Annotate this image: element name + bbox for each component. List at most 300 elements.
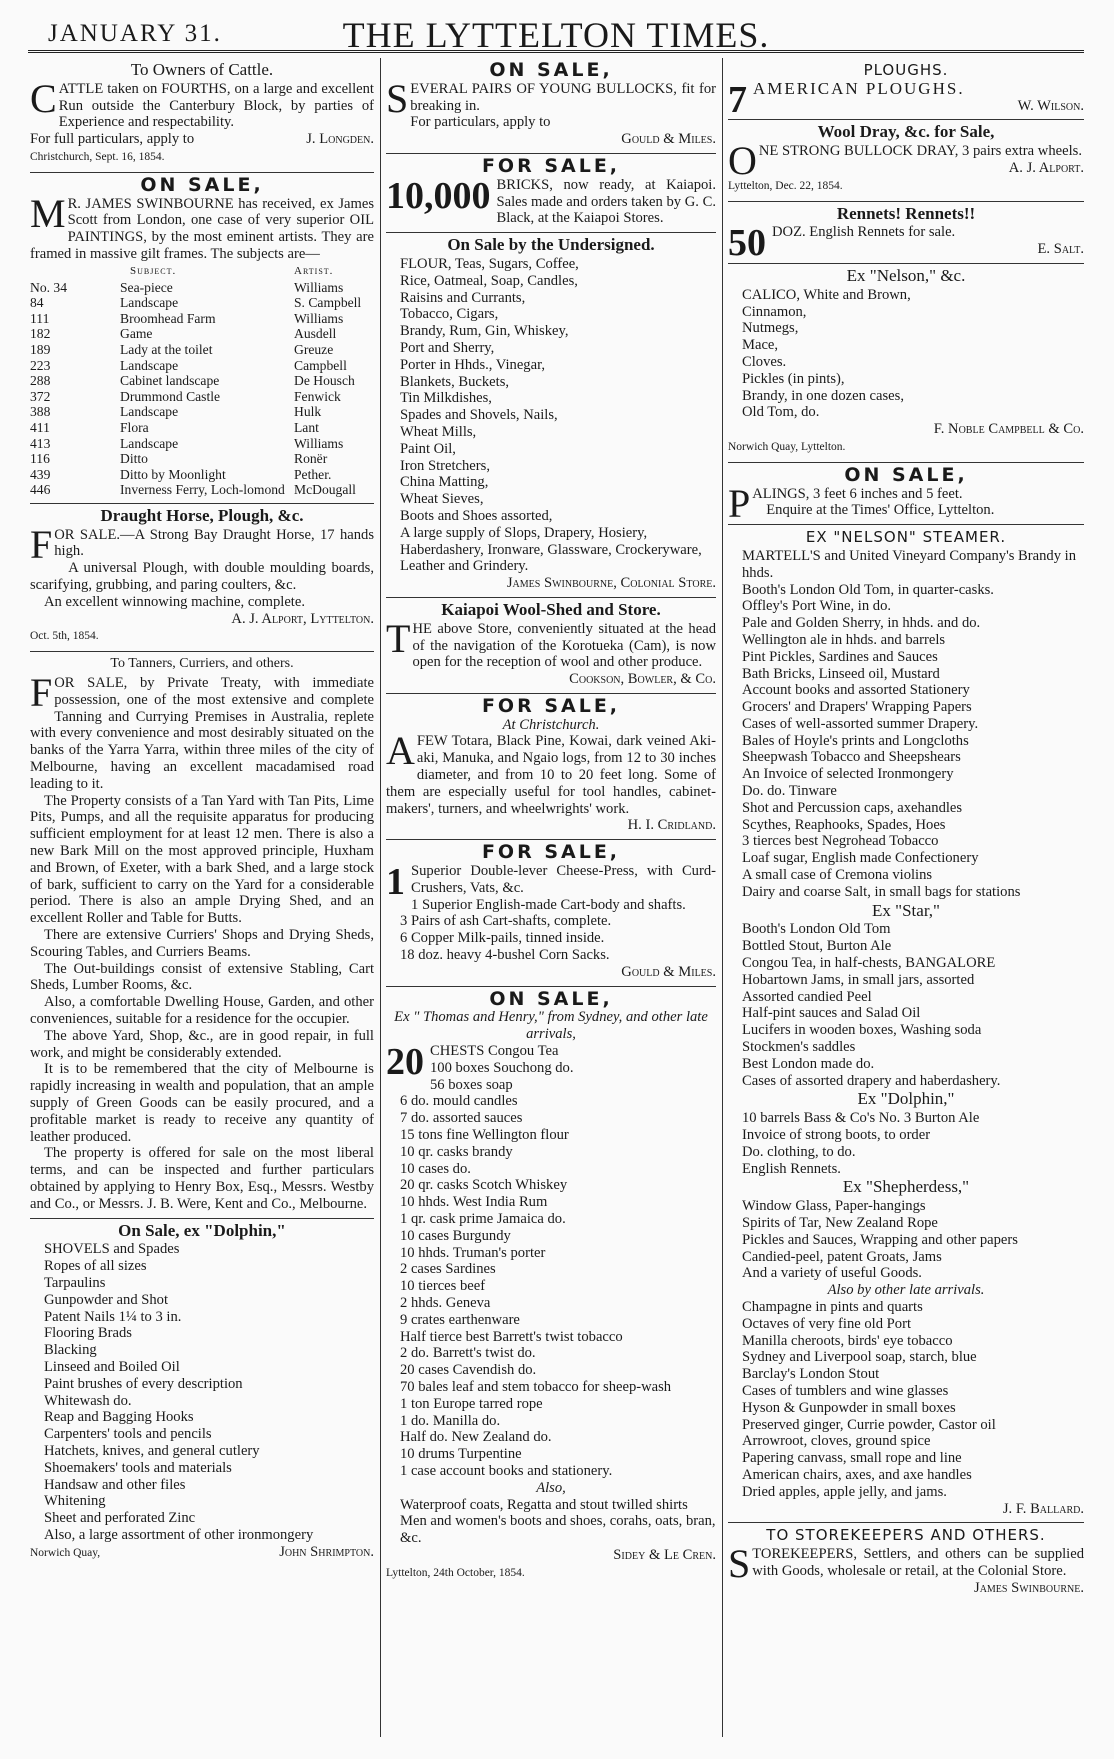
painting-artist: Greuze [294, 341, 334, 357]
ad-nelson [728, 264, 1084, 463]
ad-paragraph: There are extensive Curriers' Shops and Drying Sheds, Scouring Tables, and Curriers Beams. [30, 927, 374, 960]
ad-heading: ON SALE, [140, 173, 264, 196]
painting-no: 116 [30, 451, 50, 467]
ad-body: CHESTS Congou Tea [430, 1043, 559, 1060]
list-item: Pint Pickles, Sardines and Sauces [742, 648, 938, 665]
list-item: Booth's London Old Tom, in quarter-casks. [742, 581, 994, 598]
painting-row [30, 295, 374, 311]
list-item: 10 hhds. West India Rum [400, 1194, 548, 1211]
painting-row [30, 342, 374, 358]
ad-apply: For full particulars, apply to [30, 131, 195, 148]
list-item: 2 cases Sardines [400, 1261, 496, 1278]
big-number: 1 [386, 861, 405, 904]
painting-no: 288 [30, 373, 51, 389]
ad-body: DOZ. English Rennets for sale. [772, 224, 956, 241]
ad-thomas-henry [386, 987, 716, 1588]
list-item: Mace, [742, 337, 779, 354]
painting-artist: S. Campbell [294, 295, 362, 311]
ad-signer: J. Longden. [306, 131, 374, 148]
list-item: Half-pint sauces and Salad Oil [742, 1005, 921, 1022]
ad-heading: FOR SALE, [481, 841, 621, 864]
ad-woolshed [386, 598, 716, 694]
ad-heading: Draught Horse, Plough, &c. [100, 505, 304, 525]
list-item: Wheat Mills, [400, 423, 477, 440]
list-item: Window Glass, Paper-hangings [742, 1198, 926, 1215]
painting-artist: Hulk [294, 404, 322, 420]
ad-heading: FOR SALE, [481, 154, 621, 177]
painting-artist: McDougall [294, 482, 356, 498]
ad-signer: A. J. Alport, Lyttelton. [231, 610, 374, 627]
ad-heading: ON SALE, [844, 463, 968, 486]
list-item: Octaves of very fine old Port [742, 1315, 911, 1332]
ad-horse [30, 504, 374, 652]
sub-heading: Ex "Shepherdess," [842, 1177, 970, 1197]
ad-heading: Wool Dray, &c. for Sale, [817, 122, 995, 142]
ad-undersigned [386, 233, 716, 598]
list-item: 10 drums Turpentine [400, 1446, 522, 1463]
list-item: Papering canvass, small rope and line [742, 1450, 962, 1467]
list-item: Spades and Shovels, Nails, [400, 407, 558, 424]
list-item: 1 ton Europe tarred rope [400, 1395, 543, 1412]
list-item: Do. clothing, to do. [742, 1143, 856, 1160]
ad-heading: Rennets! Rennets!! [836, 203, 976, 223]
list-item: Spirits of Tar, New Zealand Rope [742, 1215, 938, 1231]
painting-row [30, 482, 374, 498]
ad-cheese [386, 840, 716, 986]
list-item: Port and Sherry, [400, 339, 495, 356]
painting-subject: Flora [120, 419, 149, 435]
list-item: Dried apples, apple jelly, and jams. [742, 1483, 947, 1500]
painting-subject: Landscape [120, 435, 179, 451]
ad-heading: To Tanners, Curriers, and others. [110, 656, 294, 672]
newspaper-title: THE LYTTELTON TIMES. [342, 15, 770, 55]
list-item: Cases of tumblers and wine glasses [742, 1382, 949, 1399]
list-item: Bottled Stout, Burton Ale [742, 938, 892, 955]
ad-body: AMERICAN PLOUGHS. [753, 78, 965, 98]
painting-row [30, 311, 374, 327]
ad-body [30, 670, 374, 1213]
list-item: Candied-peel, patent Groats, Jams [742, 1248, 942, 1265]
column-1 [30, 58, 374, 1567]
list-item: 10 barrels Bass & Co's No. 3 Burton Ale [742, 1110, 980, 1127]
ad-body: STOREKEEPERS, Settlers, and others can be supplied with Goods, wholesale or retail, at the Colonial Store. [728, 1541, 1084, 1587]
goods-list [386, 897, 716, 964]
ad-dolphin [30, 1219, 374, 1568]
big-number: 10,000 [386, 174, 491, 217]
list-item: Tobacco, Cigars, [400, 306, 499, 323]
ad-date: Christchurch, Sept. 16, 1854. [30, 150, 165, 163]
ad-paragraph: FOR SALE, by Private Treaty, with immediate possession, one of the most extensive and complete Tanning and Currying Premises in Australia, replete with every convenience and most desirably situated on the banks of the Yarra Yarra, within three miles of the city of Melbourne, having an excellent macadamised road leading to it. [30, 670, 374, 792]
list-item: Manilla cheroots, birds' eye tobacco [742, 1332, 953, 1349]
list-item: 6 do. mould candles [400, 1093, 518, 1110]
list-item: Bath Bricks, Linseed oil, Mustard [742, 665, 940, 682]
list-item: 100 boxes Souchong do. [430, 1059, 574, 1076]
ad-signer: A. J. Alport. [1008, 159, 1084, 176]
list-item: Preserved ginger, Currie powder, Castor oil [742, 1416, 996, 1433]
list-item: 15 tons fine Wellington flour [400, 1127, 569, 1144]
painting-subject: Game [120, 326, 153, 342]
list-item: Assorted candied Peel [742, 988, 872, 1005]
ad-signer: James Swinbourne. [974, 1579, 1084, 1596]
ad-heading: ON SALE, [489, 987, 613, 1010]
list-item: 7 do. assorted sauces [400, 1110, 523, 1127]
ad-body: THE above Store, conveniently situated at the head of the navigation of the Korotueka (Cam), is now open for the reception of wool and other produce. [386, 615, 716, 671]
ad-signer: W. Wilson. [1017, 97, 1084, 114]
ad-bricks [386, 154, 716, 233]
painting-no: 388 [30, 404, 51, 420]
painting-no: No. 34 [30, 279, 68, 295]
list-item: Dairy and coarse Salt, in small bags for stations [742, 883, 1021, 900]
ad-storekeepers [728, 1523, 1084, 1601]
ad-heading: FOR SALE, [481, 694, 621, 717]
ad-signer: James Swinbourne, Colonial Store. [506, 575, 716, 592]
list-item: Cases of assorted drapery and haberdashery. [742, 1072, 1001, 1089]
painting-artist: Fenwick [294, 388, 341, 404]
ad-body: A universal Plough, with double moulding boards, scarifying, grubbing, and paring coulters, &c. [30, 560, 374, 594]
list-item: Tarpaulins [44, 1274, 106, 1291]
ad-body: Superior Double-lever Cheese-Press, with Curd-Crushers, Vats, &c. [411, 863, 716, 896]
painting-subject: Ditto [120, 451, 148, 467]
list-item: Men and women's boots and shoes, corahs, oats, bran, &c. [400, 1513, 716, 1547]
goods-list [728, 1299, 1084, 1501]
ad-heading: Kaiapoi Wool-Shed and Store. [441, 599, 661, 619]
list-item: 20 qr. casks Scotch Whiskey [400, 1177, 568, 1194]
list-item: Cases of well-assorted summer Drapery. [742, 715, 979, 732]
ad-nelson-steamer [728, 525, 1084, 1523]
column-rule [380, 58, 381, 1737]
list-item: Invoice of strong boots, to order [742, 1127, 931, 1144]
painting-no: 413 [30, 435, 51, 451]
list-item: 9 crates earthenware [400, 1311, 520, 1328]
list-item: Paint Oil, [400, 440, 456, 457]
list-item: 1 qr. cask prime Jamaica do. [400, 1211, 566, 1227]
list-item: 56 boxes soap [430, 1076, 513, 1093]
sub-heading: Also by other late arrivals. [827, 1282, 985, 1299]
list-item: American chairs, axes, and axe handles [742, 1466, 972, 1483]
list-item: 1 case account books and stationery. [400, 1462, 613, 1479]
goods-list [30, 1241, 374, 1543]
list-item: Half tierce best Barrett's twist tobacco [400, 1328, 623, 1345]
ad-bullocks [386, 58, 716, 154]
list-item: English Rennets. [742, 1160, 841, 1177]
list-item: Hyson & Gunpowder in small boxes [742, 1399, 956, 1416]
list-item: Patent Nails 1¼ to 3 in. [44, 1308, 182, 1325]
list-item: Linseed and Boiled Oil [44, 1358, 180, 1375]
list-item: SHOVELS and Spades [44, 1241, 180, 1258]
artist-col-header: Artist. [294, 264, 334, 277]
ad-tanners [30, 652, 374, 1218]
masthead [28, 8, 1084, 53]
ad-paragraph: The above Yard, Shop, &c., are in good repair, in full work, and might be considerably extended. [30, 1027, 374, 1061]
painting-no: 411 [30, 419, 50, 435]
list-item: Handsaw and other files [44, 1476, 186, 1493]
ad-palings [728, 463, 1084, 525]
list-item: 10 cases do. [400, 1160, 471, 1177]
painting-no: 446 [30, 482, 51, 498]
ad-body: PALINGS, 3 feet 6 inches and 5 feet. [728, 480, 963, 526]
list-item: Carpenters' tools and pencils [44, 1426, 212, 1443]
list-item: Barclay's London Stout [742, 1366, 880, 1383]
ad-body: BRICKS, now ready, at Kaiapoi. Sales made and orders taken by G. C. Black, at the Kaiapoi Stores. [496, 176, 716, 227]
ad-heading: EX "NELSON" STEAMER. [805, 528, 1007, 547]
list-item: Wheat Sieves, [400, 491, 484, 508]
ad-ploughs [728, 58, 1084, 120]
list-item: Old Tom, do. [742, 404, 820, 421]
list-item: Ropes of all sizes [44, 1258, 147, 1275]
ad-signer: John Shrimpton. [279, 1543, 374, 1560]
list-item: Sheet and perforated Zinc [44, 1510, 196, 1527]
list-item: Pickles and Sauces, Wrapping and other papers [742, 1231, 1018, 1248]
ad-place: Norwich Quay, [30, 1546, 101, 1559]
ad-body: An excellent winnowing machine, complete. [44, 593, 305, 610]
painting-row [30, 404, 374, 420]
list-item: An Invoice of selected Ironmongery [742, 766, 954, 783]
painting-artist: Ausdell [294, 326, 337, 342]
painting-subject: Landscape [120, 357, 179, 373]
list-item: Blacking [44, 1342, 97, 1359]
list-item: Hobartown Jams, in small jars, assorted [742, 971, 975, 988]
painting-subject: Landscape [120, 404, 179, 420]
list-item: Account books and assorted Stationery [742, 682, 970, 699]
list-item: Boots and Shoes assorted, [400, 507, 553, 524]
painting-subject: Drummond Castle [120, 388, 221, 404]
painting-artist: Campbell [294, 357, 347, 373]
painting-subject: Inverness Ferry, Loch-lomond [120, 482, 285, 498]
list-item: Cloves. [742, 353, 787, 370]
ad-paragraph: Also, a comfortable Dwelling House, Garden, and other conveniences, suitable for a residence for the occupier. [30, 994, 374, 1027]
list-item: Raisins and Currants, [400, 289, 526, 306]
ad-heading: TO STOREKEEPERS AND OTHERS. [766, 1526, 1046, 1545]
ad-signer: Gould & Miles. [621, 131, 716, 148]
painting-artist: Williams [294, 279, 344, 295]
column-rule [722, 58, 723, 1737]
list-item: Arrowroot, cloves, ground spice [742, 1433, 931, 1450]
painting-row [30, 280, 374, 296]
list-item: 3 tierces best Negrohead Tobacco [742, 833, 939, 850]
list-item: Loaf sugar, English made Confectionery [742, 850, 979, 867]
list-item: Brandy, in one dozen cases, [742, 387, 904, 404]
painting-no: 372 [30, 388, 51, 404]
list-item: Pickles (in pints), [742, 370, 845, 387]
ad-heading: Ex "Nelson," &c. [846, 265, 966, 285]
list-item: Booth's London Old Tom [742, 921, 891, 938]
list-item: Wellington ale in hhds. and barrels [742, 631, 946, 648]
ad-signer: H. I. Cridland. [627, 817, 716, 834]
list-item: Cinnamon, [742, 303, 807, 320]
ad-body: Enquire at the Times' Office, Lyttelton. [766, 502, 995, 519]
ad-heading: ON SALE, [489, 59, 613, 81]
goods-list [728, 1110, 1084, 1177]
ad-paragraph: The Property consists of a Tan Yard with Tan Pits, Lime Pits, Pumps, and all the requisite apparatus for producing sufficient employment for at least 12 men. There is also a new Bark Mill on the most approved principle, Huxham and Brown, of Exeter, with a bark Shed, and a large stock of bark, sufficient to carry on the Yard for a considerable period. There is also an ample Drying Shed, and an excellent Roller and Table for Butts. [30, 792, 374, 927]
list-item: 10 cases Burgundy [400, 1227, 511, 1244]
painting-artist: Pether. [294, 466, 332, 482]
list-item: Do. do. Tinware [742, 783, 837, 800]
list-item: Shot and Percussion caps, axehandles [742, 799, 963, 816]
ad-date: Lyttelton, Dec. 22, 1854. [728, 179, 843, 192]
ad-heading: PLOUGHS. [863, 61, 949, 79]
goods-list [386, 1060, 716, 1480]
painting-subject: Landscape [120, 295, 179, 311]
ad-signer: Cookson, Bowler, & Co. [569, 671, 716, 688]
list-item: Best London made do. [742, 1055, 875, 1072]
list-item: Iron Stretchers, [400, 457, 490, 474]
painting-subject: Ditto by Moonlight [120, 466, 226, 482]
column-2 [386, 58, 716, 1588]
ad-apply: For particulars, apply to [410, 114, 551, 131]
list-item: Rice, Oatmeal, Soap, Candles, [400, 272, 578, 289]
ad-paragraph: It is to be remembered that the city of Melbourne is rapidly increasing in wealth and population, that an ample supply of Green Goods can be easily procured, and a profitable market is ready to receive any quantity of leather produced. [30, 1061, 374, 1145]
list-item: Pale and Golden Sherry, in hhds. and do. [742, 615, 981, 632]
goods-list [728, 287, 1084, 421]
painting-subject: Cabinet landscape [120, 373, 220, 389]
list-item: Brandy, Rum, Gin, Whiskey, [400, 323, 569, 340]
ad-paragraph: The Out-buildings consist of extensive Stabling, Cart Sheds, Lumber Rooms, &c. [30, 960, 374, 994]
list-item: Flooring Brads [44, 1325, 132, 1342]
list-item: Whitewash do. [44, 1392, 132, 1409]
ad-subheading: Ex " Thomas and Henry," from Sydney, and other late arrivals, [394, 1009, 708, 1043]
list-item: Champagne in pints and quarts [742, 1298, 923, 1315]
big-number: 20 [386, 1041, 424, 1084]
list-item: CALICO, White and Brown, [742, 286, 911, 303]
painting-subject: Lady at the toilet [120, 341, 213, 357]
column-3 [728, 58, 1084, 1602]
list-item: 3 Pairs of ash Cart-shafts, complete. [400, 913, 612, 930]
list-item: Scythes, Reaphooks, Spades, Hoes [742, 816, 946, 833]
list-item: A small case of Cremona violins [742, 867, 933, 884]
list-item: 6 Copper Milk-pails, tinned inside. [400, 930, 605, 947]
painting-row [30, 436, 374, 452]
painting-no: 111 [30, 310, 50, 326]
sub-heading: Ex "Star," [872, 900, 940, 920]
ad-dray [728, 120, 1084, 201]
ad-signer: J. F. Ballard. [1002, 1500, 1084, 1517]
list-item: Sydney and Liverpool soap, starch, blue [742, 1349, 977, 1366]
ad-paragraph: The property is offered for sale on the most liberal terms, and can be inspected and further particulars obtained by applying to Henry Box, Esq., Messrs. Westby and Co., or Messrs. J. B. Were, Kent and Co., Melbourne. [30, 1145, 374, 1212]
ad-heading: To Owners of Cattle. [130, 60, 274, 79]
list-item: Shoemakers' tools and materials [44, 1459, 232, 1476]
list-item: 20 cases Cavendish do. [400, 1362, 537, 1379]
list-item: 2 do. Barrett's twist do. [400, 1345, 536, 1362]
painting-subject: Sea-piece [120, 279, 173, 295]
painting-no: 189 [30, 341, 51, 357]
sub-heading: Ex "Dolphin," [857, 1089, 955, 1109]
list-item: 1 do. Manilla do. [400, 1412, 501, 1429]
list-item: FLOUR, Teas, Sugars, Coffee, [400, 255, 579, 272]
ad-signer: F. Noble Campbell & Co. [933, 421, 1084, 438]
painting-subject: Broomhead Farm [120, 310, 216, 326]
ad-signer: Sidey & Le Cren. [613, 1546, 716, 1563]
list-item: Grocers' and Drapers' Wrapping Papers [742, 699, 972, 716]
big-number: 50 [728, 222, 766, 265]
painting-no: 84 [30, 295, 44, 311]
ad-rennets [728, 202, 1084, 264]
painting-no: 439 [30, 466, 51, 482]
issue-date: JANUARY 31. [48, 20, 222, 47]
ad-date: Lyttelton, 24th October, 1854. [386, 1566, 525, 1579]
ad-signer: Gould & Miles. [621, 963, 716, 980]
list-item: Lucifers in wooden boxes, Washing soda [742, 1022, 982, 1039]
ad-body: MR. JAMES SWINBOURNE has received, ex James Scott from London, one case of very superior OIL PAINTINGS, by the most eminent artists. They are framed in massive gilt frames. The subjects are— [30, 190, 374, 262]
painting-artist: Williams [294, 435, 344, 451]
list-item: A large supply of Slops, Drapery, Hosiery, Haberdashery, Ironware, Glassware, Crockeryware, Leather and Grindery. [400, 524, 702, 575]
painting-no: 182 [30, 326, 51, 342]
list-item: Also, a large assortment of other ironmongery [44, 1526, 314, 1543]
ad-body: FOR SALE.—A Strong Bay Draught Horse, 17 hands high. [30, 521, 374, 567]
list-item: Bales of Hoyle's prints and Longcloths [742, 732, 969, 749]
ad-body: AFEW Totara, Black Pine, Kowai, dark veined Aki-aki, Manuka, and Ngaio logs, from 12 to 30 inches diameter, and from 10 to 20 feet long. Some of them are especially useful for tool handles, cabinet-makers', turners, and wheelwrights' work. [386, 728, 716, 817]
list-item: Tin Milkdishes, [400, 390, 492, 407]
painting-row [30, 451, 374, 467]
list-item: Offley's Port Wine, in do. [742, 598, 892, 615]
list-item: Sheepwash Tobacco and Sheepshears [742, 749, 961, 766]
list-item: MARTELL'S and United Vineyard Company's Brandy in hhds. [742, 547, 1076, 581]
painting-row [30, 420, 374, 436]
ad-body: ONE STRONG BULLOCK DRAY, 3 pairs extra wheels. [728, 138, 1082, 184]
goods-list [728, 921, 1084, 1089]
list-item: Stockmen's saddles [742, 1039, 856, 1056]
list-item: Hatchets, knives, and general cutlery [44, 1442, 260, 1459]
goods-list [386, 1497, 716, 1547]
list-item: 2 hhds. Geneva [400, 1294, 491, 1311]
also-heading: Also, [536, 1479, 566, 1496]
list-item: Paint brushes of every description [44, 1375, 243, 1392]
ad-body: CATTLE taken on FOURTHS, on a large and excellent Run outside the Canterbury Block, by parties of Experience and respectability. [30, 75, 374, 131]
ad-place: Norwich Quay, Lyttelton. [728, 440, 846, 453]
painting-no: 223 [30, 357, 51, 373]
ad-heading: On Sale by the Undersigned. [447, 235, 655, 255]
goods-list [728, 548, 1084, 901]
painting-artist: De Housch [294, 373, 355, 389]
painting-artist: Williams [294, 310, 344, 326]
list-item: Reap and Bagging Hooks [44, 1409, 194, 1426]
list-item: Nutmegs, [742, 320, 799, 337]
list-item: 10 hhds. Truman's porter [400, 1244, 546, 1261]
list-item: Gunpowder and Shot [44, 1291, 169, 1308]
ad-timber [386, 694, 716, 840]
list-item: Porter in Hhds., Vinegar, [400, 356, 545, 373]
ad-heading: On Sale, ex "Dolphin," [118, 1220, 286, 1240]
list-item: 10 tierces beef [400, 1278, 486, 1295]
ad-subheading: At Christchurch. [502, 716, 600, 733]
goods-list [728, 1198, 1084, 1282]
subject-col-header: Subject. [130, 264, 177, 277]
ad-body: SEVERAL PAIRS OF YOUNG BULLOCKS, fit for breaking in. [386, 75, 716, 121]
painting-row [30, 373, 374, 389]
ad-signer: E. Salt. [1037, 241, 1084, 258]
ad-cattle [30, 58, 374, 173]
list-item: 18 doz. heavy 4-bushel Corn Sacks. [400, 947, 610, 964]
goods-list [386, 256, 716, 575]
list-item: 70 bales leaf and stem tobacco for sheep-wash [400, 1378, 672, 1395]
list-item: 10 qr. casks brandy [400, 1143, 513, 1160]
painting-row [30, 467, 374, 483]
painting-row [30, 326, 374, 342]
big-number: 7 [728, 78, 747, 121]
list-item: Blankets, Buckets, [400, 373, 510, 390]
ad-date: Oct. 5th, 1854. [30, 630, 99, 643]
list-item: Waterproof coats, Regatta and stout twilled shirts [400, 1496, 688, 1513]
painting-artist: Lant [294, 419, 319, 435]
list-item: China Matting, [400, 474, 489, 491]
paintings-list [30, 280, 374, 498]
ad-paintings [30, 173, 374, 504]
painting-row [30, 389, 374, 405]
list-item: Congou Tea, in half-chests, BANGALORE [742, 955, 996, 972]
painting-artist: Ronër [294, 451, 328, 467]
list-item: Whitening [44, 1493, 106, 1510]
list-item: Half do. New Zealand do. [400, 1429, 552, 1446]
painting-row [30, 358, 374, 374]
